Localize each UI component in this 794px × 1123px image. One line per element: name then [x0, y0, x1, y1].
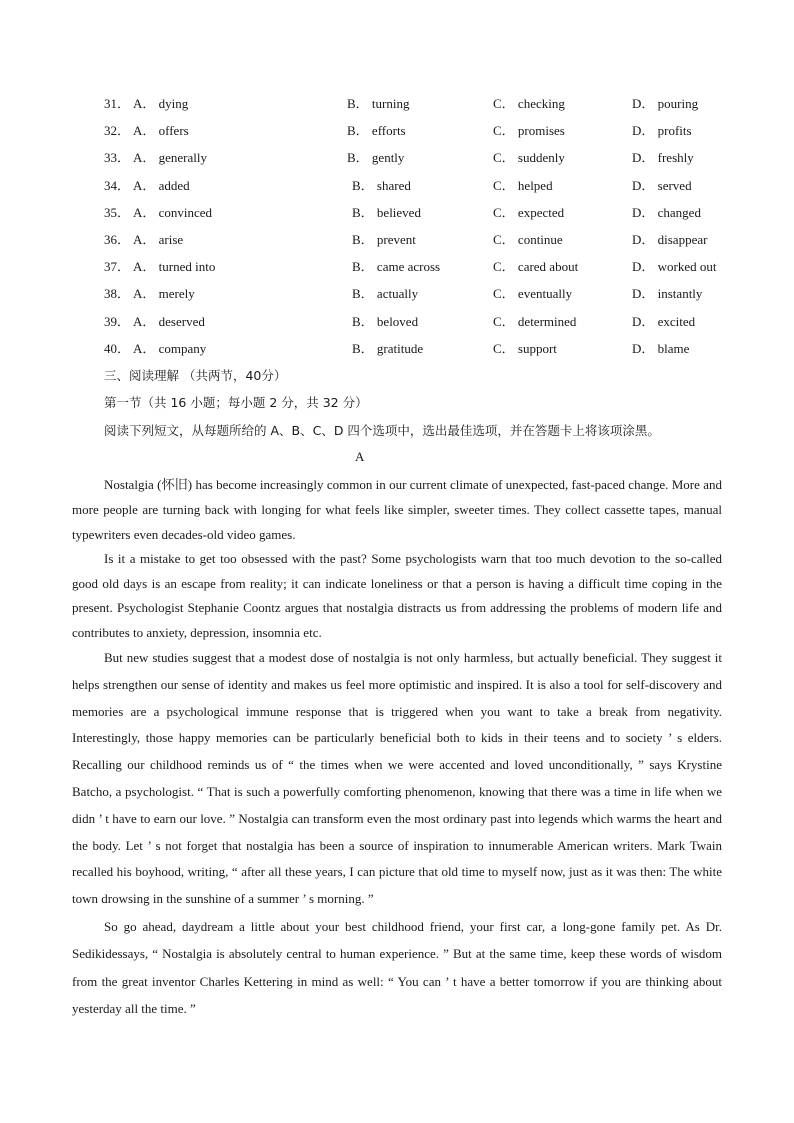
question-row [104, 149, 744, 176]
question-row [104, 122, 744, 149]
option-a: A． dying [133, 96, 189, 111]
option-b: B． prevent [352, 231, 416, 247]
question-row [104, 177, 744, 204]
option-a: A． arise [133, 231, 184, 247]
option-c: C． checking [493, 96, 565, 111]
option-c: C． suddenly [493, 150, 565, 166]
option-d: D． disappear [632, 231, 708, 247]
option-a: A． deserved [133, 313, 205, 329]
question-row [104, 340, 744, 367]
question-number: 38． [104, 286, 131, 302]
option-c: C． eventually [493, 286, 573, 302]
question-number: 33． [104, 150, 131, 166]
option-b: B． came across [352, 259, 441, 275]
option-b: B． shared [352, 177, 411, 193]
instruction-text: 阅读下列短文，从每题所给的 A、B、C、D 四个选项中，选出最佳选项，并在答题卡上将该项涂黑。 [104, 423, 660, 438]
option-b: B． efforts [347, 123, 406, 139]
answer-options-table [104, 95, 744, 367]
question-row [104, 231, 744, 258]
option-d: D． excited [632, 313, 696, 329]
option-d: D． profits [632, 123, 692, 139]
option-a: A． turned into [133, 259, 216, 275]
question-row [104, 285, 744, 312]
option-d: D． pouring [632, 96, 699, 111]
option-d: D． changed [632, 204, 701, 220]
option-b: B． gently [347, 150, 405, 166]
option-b: B． actually [352, 286, 419, 302]
option-b: B． gratitude [352, 340, 424, 356]
option-d: D． freshly [632, 150, 694, 166]
passage-paragraph: But new studies suggest that a modest dose of nostalgia is not only harmless, but actually beneficial. They suggest it helps strengthen our sense of identity and makes us feel more optimistic and inspired. It is also a tool for self-discovery and memories are a psychological immune response that is triggered when you want to take a break from negativity. Interestingly, those happy memories can be particularly beneficial both to kids in their teens and to society ’ s elders. Recalling our childhood reminds us of “ the times when we were accented and loved unconditionally, ” says Krystine Batcho, a psychologist. “ That is such a powerfully comforting phenomenon, knowing that there was a time in life when we didn ’ t have to earn our love. ” Nostalgia can transform even the most ordinary past into legends which warms the heart and the body. Let ’ s not forget that nostalgia has been a source of inspiration to innumerable American writers. Mark Twain recalled his boyhood, writing, “ after all these years, I can picture that old time to myself now, just as it was then: The white town drowsing in the sunshine of a summer ’ s morning. ” [72, 650, 722, 907]
option-b: B． beloved [352, 313, 419, 329]
option-a: A． generally [133, 150, 208, 166]
passage-paragraph: Is it a mistake to get too obsessed with the past? Some psychologists warn that too much devotion to the so-called good old days is an escape from reality; it can indicate loneliness or that a person is having a difficult time coping in the present. Psychologist Stephanie Coontz argues that nostalgia distracts us from addressing the problems of modern life and contributes to anxiety, depression, insomnia etc. [72, 551, 722, 640]
option-d: D． blame [632, 340, 690, 356]
section-heading: 三、阅读理解 （共两节，40分） [104, 368, 287, 383]
question-row [104, 313, 744, 340]
option-d: D． served [632, 177, 692, 193]
option-c: C． continue [493, 231, 563, 247]
question-number: 34． [104, 177, 131, 193]
passage-paragraph: Nostalgia (怀旧) has become increasingly common in our current climate of unexpected, fast-paced change. More and more people are turning back with longing for what feels like simpler, sweeter times. They collect cassette tapes, manual typewriters even decades-old video games. [72, 477, 722, 542]
option-a: A． merely [133, 286, 195, 302]
option-a: A． offers [133, 123, 189, 139]
option-b: B． turning [347, 96, 410, 111]
question-row [104, 204, 744, 231]
option-c: C． helped [493, 177, 553, 193]
question-number: 40． [104, 340, 131, 356]
question-number: 35． [104, 204, 131, 220]
passage-label: A [355, 449, 365, 464]
question-number: 31． [104, 96, 131, 111]
option-a: A． convinced [133, 204, 213, 220]
option-c: C． support [493, 340, 557, 356]
question-number: 37． [104, 259, 131, 275]
question-number: 39． [104, 313, 131, 329]
option-c: C． determined [493, 313, 577, 329]
option-d: D． instantly [632, 286, 703, 302]
option-a: A． added [133, 177, 190, 193]
question-number: 32． [104, 123, 131, 139]
option-d: D． worked out [632, 259, 717, 275]
option-c: C． cared about [493, 259, 579, 275]
reading-passage [72, 472, 722, 1023]
part-heading: 第一节（共 16 小题；每小题 2 分，共 32 分） [104, 395, 368, 410]
option-c: C． expected [493, 204, 565, 220]
option-b: B． believed [352, 204, 421, 220]
option-a: A． company [133, 340, 207, 356]
option-c: C． promises [493, 123, 565, 139]
question-row [104, 95, 744, 122]
passage-paragraph: So go ahead, daydream a little about your best childhood friend, your first car, a long-gone family pet. As Dr. Sedikidessays, “ Nostalgia is absolutely central to human experience. ” But at the same time, keep these words of wisdom from the great inventor Charles Kettering in mind as well: “ You can ’ t have a better tomorrow if you are thinking about yesterday all the time. ” [72, 918, 722, 1017]
question-number: 36． [104, 231, 131, 247]
question-row [104, 258, 744, 285]
